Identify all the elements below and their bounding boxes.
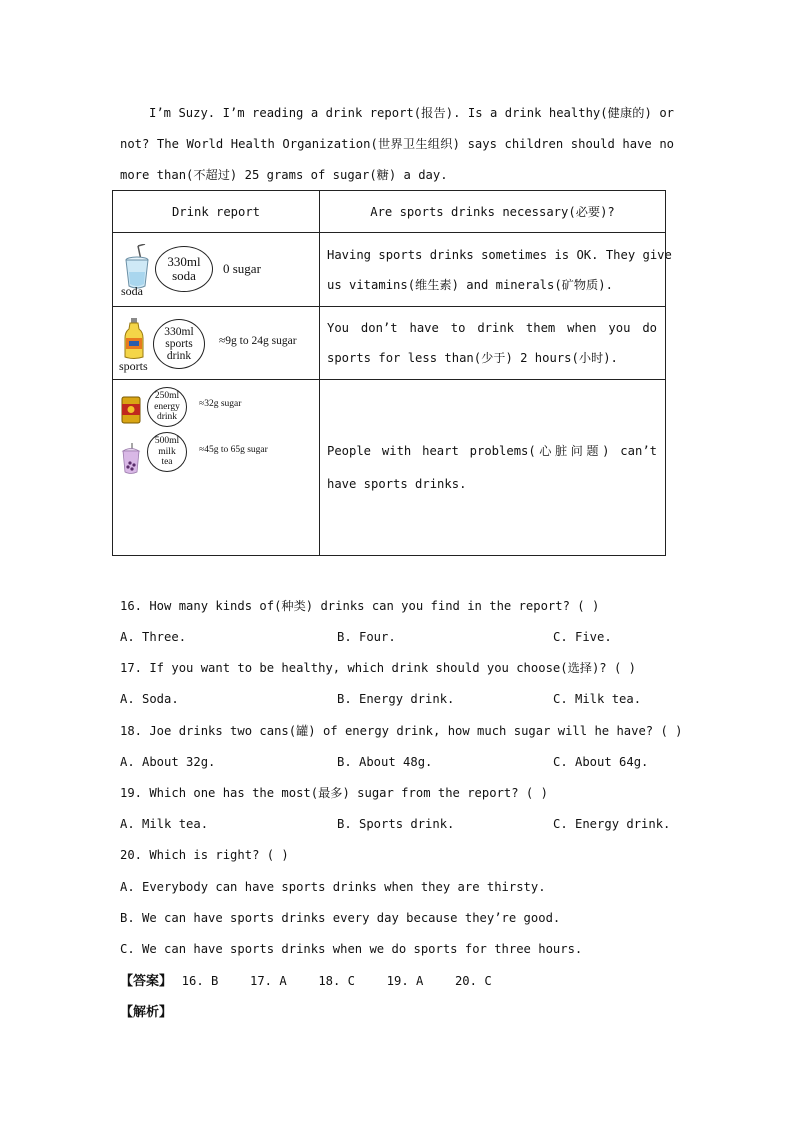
question-18-option-c: C. About 64g.	[553, 755, 649, 769]
drink-cell-sports	[113, 307, 320, 380]
row-1-text-line-1: Having sports drinks sometimes is OK. They give	[327, 247, 672, 262]
row-2-text-line-2: sports for less than(少于) 2 hours(小时).	[327, 351, 618, 365]
milk-tea-name-1: milk	[158, 446, 176, 457]
energy-name-1: energy	[154, 401, 180, 412]
row-3-text-line-2: have sports drinks.	[327, 476, 467, 491]
energy-name-2: drink	[156, 412, 178, 422]
question-19-option-b: B. Sports drink.	[337, 817, 455, 831]
drink-report-table	[112, 190, 672, 556]
text-cell-row-1	[320, 233, 672, 307]
drink-cell-soda	[113, 233, 320, 307]
row-1-text-line-2: us vitamins(维生素) and minerals(矿物质).	[327, 277, 613, 292]
soda-volume-circle	[155, 246, 213, 292]
question-20-option-c: C. We can have sports drinks when we do sports for three hours.	[120, 942, 583, 956]
answer-20: 20. C	[454, 974, 492, 988]
energy-volume: 250ml	[154, 391, 180, 401]
question-20-stem: 20. Which is right? ( )	[120, 848, 289, 862]
intro-line-2: not? The World Health Organization(世界卫生组织) says children should have no	[120, 137, 674, 151]
milk-tea-sugar: ≈45g to 65g sugar	[199, 445, 268, 455]
question-17-option-b: B. Energy drink.	[337, 692, 455, 706]
energy-drink-can-icon	[121, 396, 141, 424]
text-cell-row-3	[320, 380, 666, 556]
row-2-text-line-1: You don’t have to drink them when you do	[327, 321, 657, 335]
question-17-option-a: A. Soda.	[120, 692, 179, 706]
sports-name-1: sports	[165, 337, 193, 350]
header-drink-report: Drink report	[113, 191, 320, 233]
question-16-stem: 16. How many kinds of(种类) drinks can you find in the report? ( )	[120, 599, 600, 613]
energy-sugar: ≈32g sugar	[199, 399, 242, 409]
sports-name-2: drink	[166, 349, 192, 362]
table-row	[113, 233, 666, 307]
soda-sugar: 0 sugar	[223, 260, 261, 276]
soda-name: soda	[172, 267, 196, 283]
question-16-option-a: A. Three.	[120, 630, 187, 644]
milk-tea-cup-icon	[121, 443, 141, 475]
question-19-stem: 19. Which one has the most(最多) sugar from the report? ( )	[120, 786, 548, 800]
question-18-option-a: A. About 32g.	[120, 755, 216, 769]
question-17-stem: 17. If you want to be healthy, which drink should you choose(选择)? ( )	[120, 661, 636, 675]
question-16-option-b: B. Four.	[337, 630, 396, 644]
table-header-row	[113, 191, 666, 233]
text-cell-row-2	[320, 307, 666, 380]
header-sports-necessary: Are sports drinks necessary(必要)?	[320, 191, 666, 233]
sports-label: sports	[119, 358, 148, 373]
soda-label: soda	[121, 283, 143, 298]
answer-17: 17. A	[249, 974, 287, 988]
question-18-option-b: B. About 48g.	[337, 755, 433, 769]
milk-tea-volume-circle	[147, 432, 187, 472]
soda-volume: 330ml	[167, 253, 201, 269]
table-row	[113, 380, 666, 556]
question-19-option-a: A. Milk tea.	[120, 817, 209, 831]
question-20-option-b: B. We can have sports drinks every day because they’re good.	[120, 911, 561, 925]
milk-tea-name-2: tea	[161, 457, 173, 467]
milk-tea-volume: 500ml	[154, 436, 180, 446]
question-17-option-c: C. Milk tea.	[553, 692, 642, 706]
sports-sugar: ≈9g to 24g sugar	[219, 334, 297, 347]
question-19-option-c: C. Energy drink.	[553, 817, 671, 831]
intro-line-1: I’m Suzy. I’m reading a drink report(报告). Is a drink healthy(健康的) or	[149, 106, 674, 120]
sports-volume: 330ml	[164, 325, 194, 338]
sports-bottle-icon	[123, 318, 145, 360]
answer-line	[120, 970, 492, 989]
intro-line-3: more than(不超过) 25 grams of sugar(糖) a day.	[120, 168, 448, 182]
question-20-option-a: A. Everybody can have sports drinks when they are thirsty.	[120, 880, 546, 894]
analysis-label: 【解析】	[120, 1005, 173, 1020]
answer-16: 16. B	[181, 974, 219, 988]
question-16-option-c: C. Five.	[553, 630, 612, 644]
row-3-text-line-1: People with heart problems(心脏问题) can’t	[327, 443, 657, 458]
drink-cell-energy-milktea	[113, 380, 320, 556]
table-row	[113, 307, 666, 380]
sports-volume-circle	[153, 319, 205, 369]
question-18-stem: 18. Joe drinks two cans(罐) of energy drink, how much sugar will he have? ( )	[120, 724, 683, 738]
answer-19: 19. A	[386, 974, 424, 988]
answer-label: 【答案】	[120, 974, 173, 989]
answer-18: 18. C	[318, 974, 355, 988]
energy-volume-circle	[147, 387, 187, 427]
